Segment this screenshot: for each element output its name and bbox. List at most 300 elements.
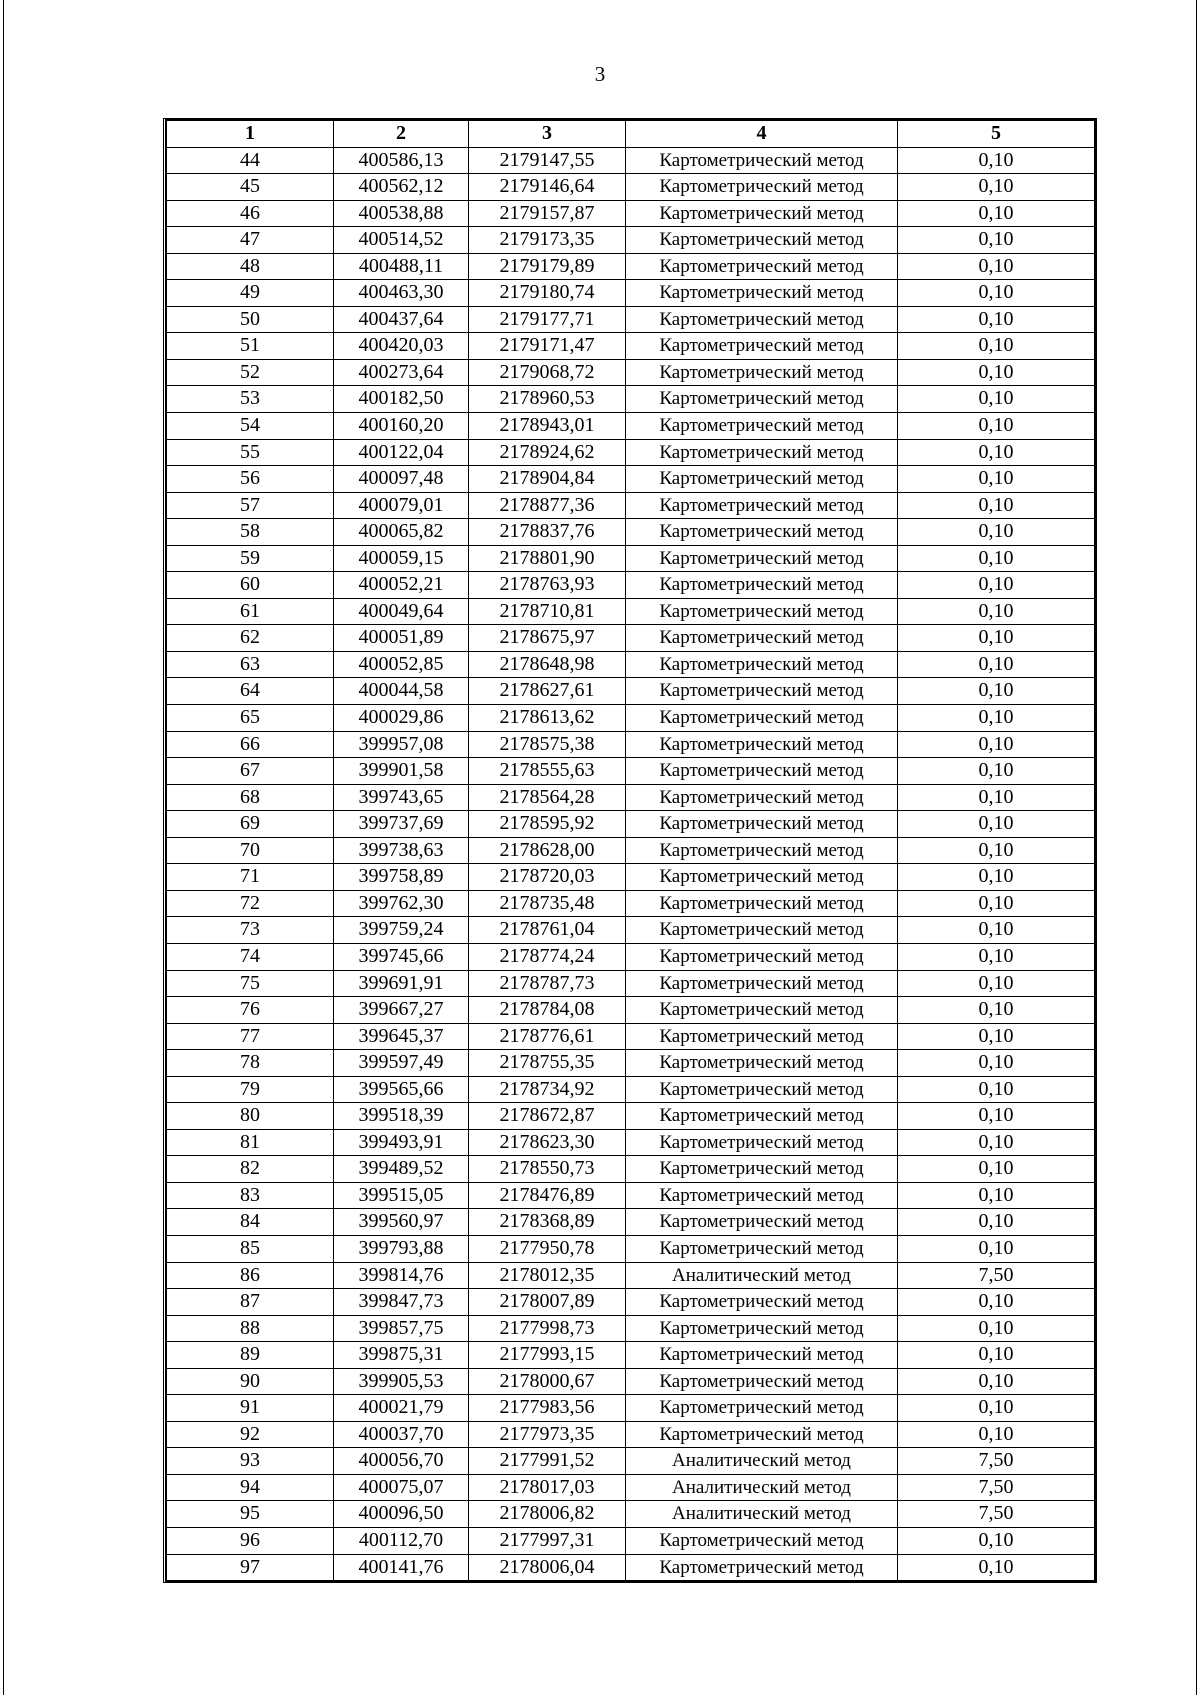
method-cell: Картометрический метод bbox=[626, 1395, 898, 1422]
y-coordinate-cell: 2178837,76 bbox=[469, 519, 626, 546]
table-row bbox=[167, 731, 1095, 758]
method-cell: Картометрический метод bbox=[626, 359, 898, 386]
y-coordinate-cell: 2177983,56 bbox=[469, 1395, 626, 1422]
table-row bbox=[167, 439, 1095, 466]
x-coordinate-cell: 400488,11 bbox=[334, 253, 469, 280]
table-row bbox=[167, 253, 1095, 280]
table-row bbox=[167, 1262, 1095, 1289]
method-cell: Картометрический метод bbox=[626, 758, 898, 785]
y-coordinate-cell: 2179157,87 bbox=[469, 200, 626, 227]
y-coordinate-cell: 2177997,31 bbox=[469, 1527, 626, 1554]
point-number-cell: 52 bbox=[167, 359, 334, 386]
y-coordinate-cell: 2178877,36 bbox=[469, 492, 626, 519]
y-coordinate-cell: 2178675,97 bbox=[469, 625, 626, 652]
table-row bbox=[167, 545, 1095, 572]
point-number-cell: 89 bbox=[167, 1342, 334, 1369]
accuracy-cell: 7,50 bbox=[898, 1501, 1095, 1528]
accuracy-cell: 0,10 bbox=[898, 359, 1095, 386]
point-number-cell: 50 bbox=[167, 306, 334, 333]
y-coordinate-cell: 2178672,87 bbox=[469, 1103, 626, 1130]
accuracy-cell: 0,10 bbox=[898, 1421, 1095, 1448]
table-header-row bbox=[167, 121, 1095, 148]
header-col-3: 3 bbox=[469, 121, 626, 148]
method-cell: Картометрический метод bbox=[626, 174, 898, 201]
x-coordinate-cell: 400021,79 bbox=[334, 1395, 469, 1422]
method-cell: Картометрический метод bbox=[626, 651, 898, 678]
accuracy-cell: 0,10 bbox=[898, 174, 1095, 201]
point-number-cell: 87 bbox=[167, 1289, 334, 1316]
method-cell: Картометрический метод bbox=[626, 1103, 898, 1130]
accuracy-cell: 0,10 bbox=[898, 678, 1095, 705]
accuracy-cell: 0,10 bbox=[898, 598, 1095, 625]
point-number-cell: 74 bbox=[167, 943, 334, 970]
table-row bbox=[167, 1076, 1095, 1103]
x-coordinate-cell: 399957,08 bbox=[334, 731, 469, 758]
y-coordinate-cell: 2178784,08 bbox=[469, 997, 626, 1024]
y-coordinate-cell: 2179068,72 bbox=[469, 359, 626, 386]
table-row bbox=[167, 625, 1095, 652]
x-coordinate-cell: 399691,91 bbox=[334, 970, 469, 997]
table-row bbox=[167, 1474, 1095, 1501]
method-cell: Картометрический метод bbox=[626, 864, 898, 891]
x-coordinate-cell: 399645,37 bbox=[334, 1023, 469, 1050]
accuracy-cell: 0,10 bbox=[898, 837, 1095, 864]
x-coordinate-cell: 399743,65 bbox=[334, 784, 469, 811]
point-number-cell: 44 bbox=[167, 147, 334, 174]
point-number-cell: 55 bbox=[167, 439, 334, 466]
method-cell: Картометрический метод bbox=[626, 1368, 898, 1395]
x-coordinate-cell: 400122,04 bbox=[334, 439, 469, 466]
method-cell: Картометрический метод bbox=[626, 386, 898, 413]
y-coordinate-cell: 2178623,30 bbox=[469, 1129, 626, 1156]
table-row bbox=[167, 678, 1095, 705]
x-coordinate-cell: 399518,39 bbox=[334, 1103, 469, 1130]
table-row bbox=[167, 970, 1095, 997]
method-cell: Картометрический метод bbox=[626, 1182, 898, 1209]
x-coordinate-cell: 400437,64 bbox=[334, 306, 469, 333]
accuracy-cell: 0,10 bbox=[898, 1554, 1095, 1581]
x-coordinate-cell: 400075,07 bbox=[334, 1474, 469, 1501]
method-cell: Картометрический метод bbox=[626, 811, 898, 838]
method-cell: Картометрический метод bbox=[626, 253, 898, 280]
table-row bbox=[167, 997, 1095, 1024]
table-row bbox=[167, 1527, 1095, 1554]
table-row bbox=[167, 1129, 1095, 1156]
table-row bbox=[167, 492, 1095, 519]
method-cell: Аналитический метод bbox=[626, 1262, 898, 1289]
method-cell: Картометрический метод bbox=[626, 1527, 898, 1554]
y-coordinate-cell: 2177973,35 bbox=[469, 1421, 626, 1448]
point-number-cell: 76 bbox=[167, 997, 334, 1024]
point-number-cell: 45 bbox=[167, 174, 334, 201]
point-number-cell: 85 bbox=[167, 1235, 334, 1262]
point-number-cell: 48 bbox=[167, 253, 334, 280]
accuracy-cell: 0,10 bbox=[898, 943, 1095, 970]
y-coordinate-cell: 2178555,63 bbox=[469, 758, 626, 785]
accuracy-cell: 0,10 bbox=[898, 1342, 1095, 1369]
y-coordinate-cell: 2177991,52 bbox=[469, 1448, 626, 1475]
x-coordinate-cell: 399758,89 bbox=[334, 864, 469, 891]
table-row bbox=[167, 784, 1095, 811]
method-cell: Картометрический метод bbox=[626, 519, 898, 546]
accuracy-cell: 0,10 bbox=[898, 731, 1095, 758]
x-coordinate-cell: 400586,13 bbox=[334, 147, 469, 174]
y-coordinate-cell: 2179180,74 bbox=[469, 280, 626, 307]
x-coordinate-cell: 400052,21 bbox=[334, 572, 469, 599]
accuracy-cell: 0,10 bbox=[898, 1235, 1095, 1262]
table-row bbox=[167, 758, 1095, 785]
y-coordinate-cell: 2178007,89 bbox=[469, 1289, 626, 1316]
y-coordinate-cell: 2178924,62 bbox=[469, 439, 626, 466]
accuracy-cell: 0,10 bbox=[898, 1182, 1095, 1209]
point-number-cell: 51 bbox=[167, 333, 334, 360]
method-cell: Картометрический метод bbox=[626, 943, 898, 970]
table-row bbox=[167, 1554, 1095, 1581]
point-number-cell: 92 bbox=[167, 1421, 334, 1448]
point-number-cell: 70 bbox=[167, 837, 334, 864]
table-row bbox=[167, 174, 1095, 201]
y-coordinate-cell: 2179179,89 bbox=[469, 253, 626, 280]
method-cell: Картометрический метод bbox=[626, 890, 898, 917]
x-coordinate-cell: 400096,50 bbox=[334, 1501, 469, 1528]
table-row bbox=[167, 147, 1095, 174]
point-number-cell: 59 bbox=[167, 545, 334, 572]
x-coordinate-cell: 399560,97 bbox=[334, 1209, 469, 1236]
x-coordinate-cell: 400273,64 bbox=[334, 359, 469, 386]
table-row bbox=[167, 1023, 1095, 1050]
table-row bbox=[167, 1448, 1095, 1475]
x-coordinate-cell: 400160,20 bbox=[334, 413, 469, 440]
point-number-cell: 94 bbox=[167, 1474, 334, 1501]
y-coordinate-cell: 2178720,03 bbox=[469, 864, 626, 891]
accuracy-cell: 0,10 bbox=[898, 333, 1095, 360]
point-number-cell: 68 bbox=[167, 784, 334, 811]
point-number-cell: 95 bbox=[167, 1501, 334, 1528]
point-number-cell: 73 bbox=[167, 917, 334, 944]
x-coordinate-cell: 400051,89 bbox=[334, 625, 469, 652]
table-row bbox=[167, 651, 1095, 678]
point-number-cell: 79 bbox=[167, 1076, 334, 1103]
y-coordinate-cell: 2178006,04 bbox=[469, 1554, 626, 1581]
point-number-cell: 88 bbox=[167, 1315, 334, 1342]
x-coordinate-cell: 400182,50 bbox=[334, 386, 469, 413]
accuracy-cell: 0,10 bbox=[898, 625, 1095, 652]
y-coordinate-cell: 2178904,84 bbox=[469, 466, 626, 493]
x-coordinate-cell: 400052,85 bbox=[334, 651, 469, 678]
table-row bbox=[167, 333, 1095, 360]
x-coordinate-cell: 399489,52 bbox=[334, 1156, 469, 1183]
x-coordinate-cell: 399905,53 bbox=[334, 1368, 469, 1395]
method-cell: Аналитический метод bbox=[626, 1448, 898, 1475]
method-cell: Картометрический метод bbox=[626, 731, 898, 758]
y-coordinate-cell: 2178787,73 bbox=[469, 970, 626, 997]
point-number-cell: 96 bbox=[167, 1527, 334, 1554]
accuracy-cell: 0,10 bbox=[898, 1103, 1095, 1130]
x-coordinate-cell: 399493,91 bbox=[334, 1129, 469, 1156]
table-row bbox=[167, 917, 1095, 944]
accuracy-cell: 0,10 bbox=[898, 386, 1095, 413]
method-cell: Аналитический метод bbox=[626, 1474, 898, 1501]
x-coordinate-cell: 399814,76 bbox=[334, 1262, 469, 1289]
y-coordinate-cell: 2178774,24 bbox=[469, 943, 626, 970]
accuracy-cell: 0,10 bbox=[898, 1315, 1095, 1342]
x-coordinate-cell: 400037,70 bbox=[334, 1421, 469, 1448]
y-coordinate-cell: 2178960,53 bbox=[469, 386, 626, 413]
x-coordinate-cell: 399875,31 bbox=[334, 1342, 469, 1369]
accuracy-cell: 0,10 bbox=[898, 253, 1095, 280]
table-row bbox=[167, 1103, 1095, 1130]
table-row bbox=[167, 890, 1095, 917]
y-coordinate-cell: 2178710,81 bbox=[469, 598, 626, 625]
point-number-cell: 72 bbox=[167, 890, 334, 917]
accuracy-cell: 0,10 bbox=[898, 997, 1095, 1024]
method-cell: Картометрический метод bbox=[626, 598, 898, 625]
coordinates-table-frame bbox=[163, 118, 1097, 1583]
point-number-cell: 61 bbox=[167, 598, 334, 625]
accuracy-cell: 0,10 bbox=[898, 1368, 1095, 1395]
accuracy-cell: 0,10 bbox=[898, 1076, 1095, 1103]
point-number-cell: 54 bbox=[167, 413, 334, 440]
point-number-cell: 56 bbox=[167, 466, 334, 493]
table-row bbox=[167, 572, 1095, 599]
accuracy-cell: 0,10 bbox=[898, 1395, 1095, 1422]
x-coordinate-cell: 399901,58 bbox=[334, 758, 469, 785]
y-coordinate-cell: 2179147,55 bbox=[469, 147, 626, 174]
x-coordinate-cell: 400463,30 bbox=[334, 280, 469, 307]
method-cell: Картометрический метод bbox=[626, 306, 898, 333]
accuracy-cell: 0,10 bbox=[898, 1023, 1095, 1050]
y-coordinate-cell: 2177998,73 bbox=[469, 1315, 626, 1342]
x-coordinate-cell: 399515,05 bbox=[334, 1182, 469, 1209]
accuracy-cell: 7,50 bbox=[898, 1262, 1095, 1289]
method-cell: Картометрический метод bbox=[626, 439, 898, 466]
y-coordinate-cell: 2178575,38 bbox=[469, 731, 626, 758]
accuracy-cell: 0,10 bbox=[898, 227, 1095, 254]
x-coordinate-cell: 400562,12 bbox=[334, 174, 469, 201]
method-cell: Картометрический метод bbox=[626, 413, 898, 440]
y-coordinate-cell: 2178595,92 bbox=[469, 811, 626, 838]
method-cell: Картометрический метод bbox=[626, 492, 898, 519]
x-coordinate-cell: 400514,52 bbox=[334, 227, 469, 254]
x-coordinate-cell: 399857,75 bbox=[334, 1315, 469, 1342]
table-row bbox=[167, 1342, 1095, 1369]
y-coordinate-cell: 2178734,92 bbox=[469, 1076, 626, 1103]
accuracy-cell: 0,10 bbox=[898, 306, 1095, 333]
point-number-cell: 60 bbox=[167, 572, 334, 599]
accuracy-cell: 0,10 bbox=[898, 200, 1095, 227]
y-coordinate-cell: 2177950,78 bbox=[469, 1235, 626, 1262]
x-coordinate-cell: 400141,76 bbox=[334, 1554, 469, 1581]
accuracy-cell: 0,10 bbox=[898, 864, 1095, 891]
point-number-cell: 83 bbox=[167, 1182, 334, 1209]
point-number-cell: 84 bbox=[167, 1209, 334, 1236]
point-number-cell: 91 bbox=[167, 1395, 334, 1422]
table-row bbox=[167, 1315, 1095, 1342]
method-cell: Картометрический метод bbox=[626, 572, 898, 599]
x-coordinate-cell: 400044,58 bbox=[334, 678, 469, 705]
y-coordinate-cell: 2178006,82 bbox=[469, 1501, 626, 1528]
point-number-cell: 82 bbox=[167, 1156, 334, 1183]
x-coordinate-cell: 399738,63 bbox=[334, 837, 469, 864]
y-coordinate-cell: 2178763,93 bbox=[469, 572, 626, 599]
x-coordinate-cell: 400029,86 bbox=[334, 705, 469, 732]
point-number-cell: 46 bbox=[167, 200, 334, 227]
method-cell: Картометрический метод bbox=[626, 1076, 898, 1103]
accuracy-cell: 0,10 bbox=[898, 492, 1095, 519]
accuracy-cell: 0,10 bbox=[898, 970, 1095, 997]
accuracy-cell: 0,10 bbox=[898, 890, 1095, 917]
y-coordinate-cell: 2178368,89 bbox=[469, 1209, 626, 1236]
method-cell: Картометрический метод bbox=[626, 147, 898, 174]
accuracy-cell: 7,50 bbox=[898, 1448, 1095, 1475]
table-row bbox=[167, 1235, 1095, 1262]
page-number: 3 bbox=[594, 62, 606, 86]
accuracy-cell: 0,10 bbox=[898, 758, 1095, 785]
method-cell: Картометрический метод bbox=[626, 1129, 898, 1156]
point-number-cell: 49 bbox=[167, 280, 334, 307]
accuracy-cell: 0,10 bbox=[898, 651, 1095, 678]
y-coordinate-cell: 2178017,03 bbox=[469, 1474, 626, 1501]
table-row bbox=[167, 943, 1095, 970]
point-number-cell: 97 bbox=[167, 1554, 334, 1581]
table-row bbox=[167, 1421, 1095, 1448]
table-row bbox=[167, 413, 1095, 440]
point-number-cell: 77 bbox=[167, 1023, 334, 1050]
method-cell: Картометрический метод bbox=[626, 625, 898, 652]
x-coordinate-cell: 400420,03 bbox=[334, 333, 469, 360]
y-coordinate-cell: 2178476,89 bbox=[469, 1182, 626, 1209]
method-cell: Картометрический метод bbox=[626, 1156, 898, 1183]
table-row bbox=[167, 1209, 1095, 1236]
accuracy-cell: 7,50 bbox=[898, 1474, 1095, 1501]
y-coordinate-cell: 2178000,67 bbox=[469, 1368, 626, 1395]
y-coordinate-cell: 2179146,64 bbox=[469, 174, 626, 201]
y-coordinate-cell: 2178761,04 bbox=[469, 917, 626, 944]
x-coordinate-cell: 400112,70 bbox=[334, 1527, 469, 1554]
accuracy-cell: 0,10 bbox=[898, 545, 1095, 572]
point-number-cell: 47 bbox=[167, 227, 334, 254]
method-cell: Картометрический метод bbox=[626, 333, 898, 360]
accuracy-cell: 0,10 bbox=[898, 413, 1095, 440]
method-cell: Картометрический метод bbox=[626, 1289, 898, 1316]
point-number-cell: 53 bbox=[167, 386, 334, 413]
point-number-cell: 67 bbox=[167, 758, 334, 785]
accuracy-cell: 0,10 bbox=[898, 705, 1095, 732]
x-coordinate-cell: 399737,69 bbox=[334, 811, 469, 838]
table-row bbox=[167, 1395, 1095, 1422]
table-row bbox=[167, 200, 1095, 227]
header-col-2: 2 bbox=[334, 121, 469, 148]
table-row bbox=[167, 227, 1095, 254]
accuracy-cell: 0,10 bbox=[898, 1527, 1095, 1554]
accuracy-cell: 0,10 bbox=[898, 811, 1095, 838]
accuracy-cell: 0,10 bbox=[898, 1156, 1095, 1183]
method-cell: Картометрический метод bbox=[626, 1315, 898, 1342]
y-coordinate-cell: 2178628,00 bbox=[469, 837, 626, 864]
table-row bbox=[167, 837, 1095, 864]
method-cell: Картометрический метод bbox=[626, 280, 898, 307]
y-coordinate-cell: 2178550,73 bbox=[469, 1156, 626, 1183]
header-col-1: 1 bbox=[167, 121, 334, 148]
point-number-cell: 78 bbox=[167, 1050, 334, 1077]
y-coordinate-cell: 2178012,35 bbox=[469, 1262, 626, 1289]
point-number-cell: 66 bbox=[167, 731, 334, 758]
point-number-cell: 62 bbox=[167, 625, 334, 652]
y-coordinate-cell: 2178735,48 bbox=[469, 890, 626, 917]
y-coordinate-cell: 2179171,47 bbox=[469, 333, 626, 360]
method-cell: Картометрический метод bbox=[626, 837, 898, 864]
x-coordinate-cell: 399759,24 bbox=[334, 917, 469, 944]
method-cell: Картометрический метод bbox=[626, 678, 898, 705]
point-number-cell: 57 bbox=[167, 492, 334, 519]
method-cell: Картометрический метод bbox=[626, 1050, 898, 1077]
point-number-cell: 90 bbox=[167, 1368, 334, 1395]
accuracy-cell: 0,10 bbox=[898, 572, 1095, 599]
table-row bbox=[167, 359, 1095, 386]
table-row bbox=[167, 1289, 1095, 1316]
y-coordinate-cell: 2177993,15 bbox=[469, 1342, 626, 1369]
method-cell: Картометрический метод bbox=[626, 227, 898, 254]
table-row bbox=[167, 1368, 1095, 1395]
x-coordinate-cell: 400079,01 bbox=[334, 492, 469, 519]
x-coordinate-cell: 399565,66 bbox=[334, 1076, 469, 1103]
table-body bbox=[167, 147, 1095, 1581]
accuracy-cell: 0,10 bbox=[898, 280, 1095, 307]
point-number-cell: 63 bbox=[167, 651, 334, 678]
y-coordinate-cell: 2178627,61 bbox=[469, 678, 626, 705]
point-number-cell: 75 bbox=[167, 970, 334, 997]
x-coordinate-cell: 399762,30 bbox=[334, 890, 469, 917]
accuracy-cell: 0,10 bbox=[898, 466, 1095, 493]
accuracy-cell: 0,10 bbox=[898, 439, 1095, 466]
x-coordinate-cell: 399597,49 bbox=[334, 1050, 469, 1077]
method-cell: Картометрический метод bbox=[626, 466, 898, 493]
table-row bbox=[167, 1182, 1095, 1209]
table-row bbox=[167, 598, 1095, 625]
y-coordinate-cell: 2179177,71 bbox=[469, 306, 626, 333]
point-number-cell: 58 bbox=[167, 519, 334, 546]
method-cell: Картометрический метод bbox=[626, 1023, 898, 1050]
accuracy-cell: 0,10 bbox=[898, 1209, 1095, 1236]
x-coordinate-cell: 400049,64 bbox=[334, 598, 469, 625]
table-row bbox=[167, 519, 1095, 546]
y-coordinate-cell: 2178564,28 bbox=[469, 784, 626, 811]
point-number-cell: 64 bbox=[167, 678, 334, 705]
x-coordinate-cell: 399745,66 bbox=[334, 943, 469, 970]
accuracy-cell: 0,10 bbox=[898, 1050, 1095, 1077]
accuracy-cell: 0,10 bbox=[898, 917, 1095, 944]
table-row bbox=[167, 1501, 1095, 1528]
y-coordinate-cell: 2178776,61 bbox=[469, 1023, 626, 1050]
scan-edge-left bbox=[3, 0, 4, 1695]
table-row bbox=[167, 466, 1095, 493]
y-coordinate-cell: 2178613,62 bbox=[469, 705, 626, 732]
point-number-cell: 80 bbox=[167, 1103, 334, 1130]
method-cell: Картометрический метод bbox=[626, 997, 898, 1024]
method-cell: Картометрический метод bbox=[626, 1235, 898, 1262]
y-coordinate-cell: 2178648,98 bbox=[469, 651, 626, 678]
y-coordinate-cell: 2179173,35 bbox=[469, 227, 626, 254]
coordinates-table bbox=[166, 120, 1095, 1581]
x-coordinate-cell: 399847,73 bbox=[334, 1289, 469, 1316]
accuracy-cell: 0,10 bbox=[898, 784, 1095, 811]
header-col-4: 4 bbox=[626, 121, 898, 148]
point-number-cell: 86 bbox=[167, 1262, 334, 1289]
accuracy-cell: 0,10 bbox=[898, 1289, 1095, 1316]
y-coordinate-cell: 2178755,35 bbox=[469, 1050, 626, 1077]
point-number-cell: 81 bbox=[167, 1129, 334, 1156]
x-coordinate-cell: 399667,27 bbox=[334, 997, 469, 1024]
